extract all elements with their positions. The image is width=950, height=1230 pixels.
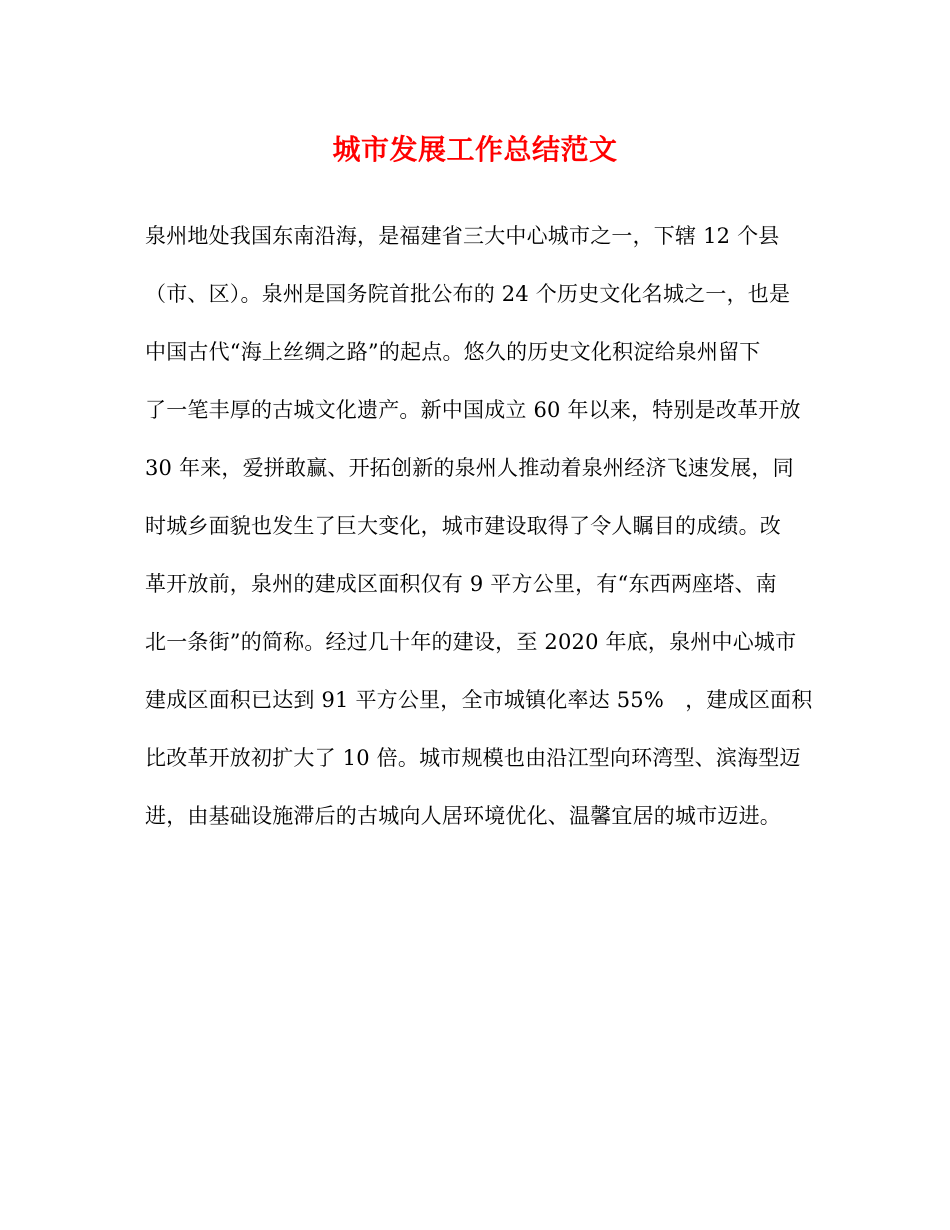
body-line: 革开放前，泉州的建成区面积仅有 9 平方公里，有“东西两座塔、南: [145, 572, 777, 596]
body-line: 比改革开放初扩大了 10 倍。城市规模也由沿江型向环湾型、滨海型迈: [145, 746, 801, 770]
body-line: 北一条街”的简称。经过几十年的建设，至 2020 年底，泉州中心城市: [145, 630, 797, 654]
body-line: 建成区面积已达到 91 平方公里，全市城镇化率达 55% ，建成区面积: [145, 688, 813, 712]
document-title: 城市发展工作总结范文: [332, 133, 618, 166]
document-body: [145, 214, 825, 852]
body-line: 泉州地处我国东南沿海，是福建省三大中心城市之一，下辖 12 个县: [145, 224, 780, 248]
body-line: 时城乡面貌也发生了巨大变化，城市建设取得了令人瞩目的成绩。改: [145, 514, 781, 538]
body-line: 进，由基础设施滞后的古城向人居环境优化、温馨宜居的城市迈进。: [145, 804, 781, 828]
body-line: （市、区）。泉州是国务院首批公布的 24 个历史文化名城之一，也是: [145, 282, 791, 306]
body-line: 中国古代“海上丝绸之路”的起点。悠久的历史文化积淀给泉州留下: [145, 340, 761, 364]
body-line: 了一笔丰厚的古城文化遗产。新中国成立 60 年以来，特别是改革开放: [145, 398, 801, 422]
body-line: 30 年来，爱拼敢赢、开拓创新的泉州人推动着泉州经济飞速发展，同: [145, 456, 794, 480]
